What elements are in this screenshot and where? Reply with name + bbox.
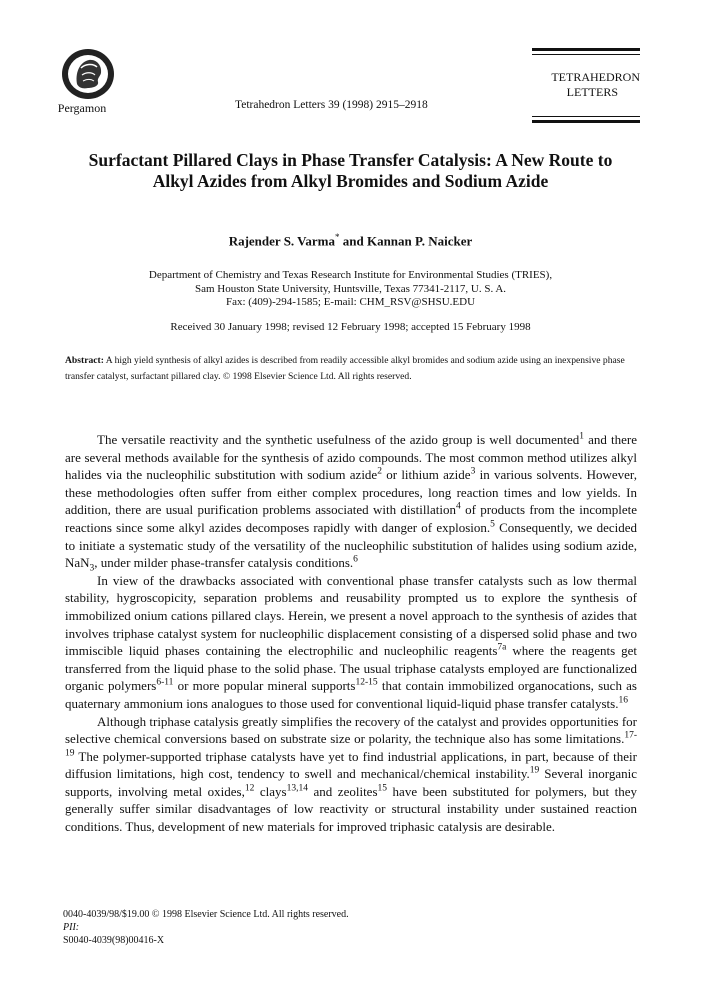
header-rule — [532, 48, 640, 51]
publisher-logo — [55, 48, 121, 100]
author-conjunction: and — [339, 233, 367, 249]
journal-name-line1: TETRAHEDRON — [551, 70, 640, 84]
paragraph-text: and there are several methods available for the synthesis of azido compounds. The most common method utilizes alkyl halides via the nucleophilic substitution with sodium azide — [65, 432, 637, 483]
copyright-line: 0040-4039/98/$19.00 © 1998 Elsevier Science Ltd. All rights reserved. — [63, 909, 349, 920]
citation-ref: 1 — [579, 431, 585, 442]
paragraph-text: that contain immobilized organocations, such as quaternary ammonium ions analogues to those used for conventional liquid-liquid phase transfer catalysts. — [65, 678, 637, 711]
citation-ref: 19 — [529, 765, 540, 776]
journal-name — [532, 70, 640, 100]
article-title-line1: Surfactant Pillared Clays in Phase Transfer Catalysis: A New Route to — [88, 150, 613, 170]
citation-ref: 2 — [377, 466, 382, 477]
affiliation — [60, 269, 641, 310]
citation-ref: 12-15 — [355, 677, 378, 688]
paragraph-text: have been substituted for polymers, but they generally suffer similar disadvantages of low reactivity or structural instability under sustained reaction conditions. Thus, development of new materials for improved triphasic catalysis are desirable. — [65, 783, 637, 835]
citation-ref: 5 — [490, 519, 495, 530]
citation-ref: 6 — [353, 554, 358, 565]
body-paragraph — [65, 431, 637, 572]
article-title-line2: Alkyl Azides from Alkyl Bromides and Sodium Azide — [152, 171, 549, 191]
header-rule — [532, 116, 640, 117]
affiliation-line: Department of Chemistry and Texas Research Institute for Environmental Studies (TRIES), — [148, 269, 553, 281]
article-body — [65, 431, 637, 836]
pii-line — [63, 921, 349, 947]
paragraph-text: Consequently, we decided to initiate a systematic study of the versatility of the nucleophilic substitution of halides using sodium azide, NaN — [65, 519, 638, 571]
paragraph-text: or lithium azide — [381, 467, 471, 483]
paragraph-text: , under milder phase-transfer catalysis conditions. — [94, 555, 354, 571]
formula-subscript: 3 — [89, 563, 95, 574]
paragraph-text: Although triphase catalysis greatly simplifies the recovery of the catalyst and provides opportunities for selective chemical conversions based on substrate size or polarity, the technique also has some limitations. — [65, 713, 637, 747]
paragraph-text: or more popular mineral supports — [173, 678, 356, 694]
citation-ref: 15 — [377, 783, 388, 794]
pii-value: S0040-4039(98)00416-X — [63, 935, 165, 946]
citation-ref: 16 — [618, 695, 628, 706]
citation-ref: 13,14 — [286, 783, 308, 794]
header-rule — [532, 120, 640, 123]
citation-ref: 4 — [456, 502, 461, 513]
header-rule — [532, 54, 640, 55]
journal-name-line2: LETTERS — [566, 85, 618, 99]
abstract-text: A high yield synthesis of alkyl azides is described from readily accessible alkyl bromides and sodium azide using an inexpensive phase transfer catalyst, surfactant pillared clay. © 1998 Elsevier Science Ltd. All rights reserved. — [65, 355, 625, 382]
citation-ref: 3 — [470, 466, 476, 477]
journal-citation: Tetrahedron Letters 39 (1998) 2915–2918 — [235, 99, 428, 111]
article-title — [60, 150, 641, 192]
received-dates: Received 30 January 1998; revised 12 February 1998; accepted 15 February 1998 — [170, 321, 531, 333]
paragraph-text: where the reagents get transferred from the liquid phase to the solid phase. The usual triphase catalysts employed are functionalized organic polymers — [65, 643, 637, 694]
corresponding-author-mark: * — [334, 232, 340, 242]
publisher-name: Pergamon — [57, 101, 107, 115]
citation-ref: 17-19 — [65, 730, 637, 759]
body-paragraph — [65, 572, 637, 713]
pii-label: PII: — [63, 922, 80, 933]
paragraph-text: in various solvents. However, these methodologies often suffer from either complex procedures, long reaction times and low yields. In addition, there are usual purification problems associated with distillation — [65, 467, 637, 518]
citation-ref: 7a — [497, 642, 507, 653]
paragraph-text: In view of the drawbacks associated with conventional phase transfer catalysts such as low thermal stability, hygroscopicity, separation problems and reusability prompted us to explore the synthesis of immobilized onium cations pillared clays. Herein, we present a novel approach to the synthesis of azides that involves triphase catalyst system for nucleophilic displacement consisting of a dispersed solid phase and two immiscible liquid phases containing the electrophilic and nucleophilic reagents — [65, 572, 637, 659]
abstract-label: Abstract: — [65, 355, 104, 366]
author-list — [60, 232, 641, 249]
citation-ref: 12 — [244, 783, 255, 794]
copyright-footer — [63, 908, 349, 947]
body-paragraph — [65, 713, 637, 836]
author-name: Rajender S. Varma — [228, 233, 335, 249]
paragraph-text: Several inorganic supports, involving metal oxides, — [65, 766, 637, 799]
affiliation-line: Fax: (409)-294-1585; E-mail: CHM_RSV@SHSU.EDU — [225, 296, 476, 308]
author-name: Kannan P. Naicker — [366, 233, 473, 249]
citation-ref: 6-11 — [156, 677, 174, 688]
abstract — [65, 353, 637, 385]
paragraph-text: The polymer-supported triphase catalysts have yet to find industrial applications, in part, because of their diffusion limitations, high cost, tendency to swell and mechanical/chemical instability. — [65, 748, 637, 782]
paragraph-text: of products from the incomplete reactions since some alkyl azides decomposes rapidly with danger of explosion. — [65, 502, 637, 535]
paragraph-text: The versatile reactivity and the synthetic usefulness of the azido group is well documented — [97, 432, 580, 447]
paragraph-text: and zeolites — [307, 783, 378, 799]
affiliation-line: Sam Houston State University, Huntsville, Texas 77341-2117, U. S. A. — [194, 282, 507, 295]
paragraph-text: clays — [254, 783, 287, 799]
